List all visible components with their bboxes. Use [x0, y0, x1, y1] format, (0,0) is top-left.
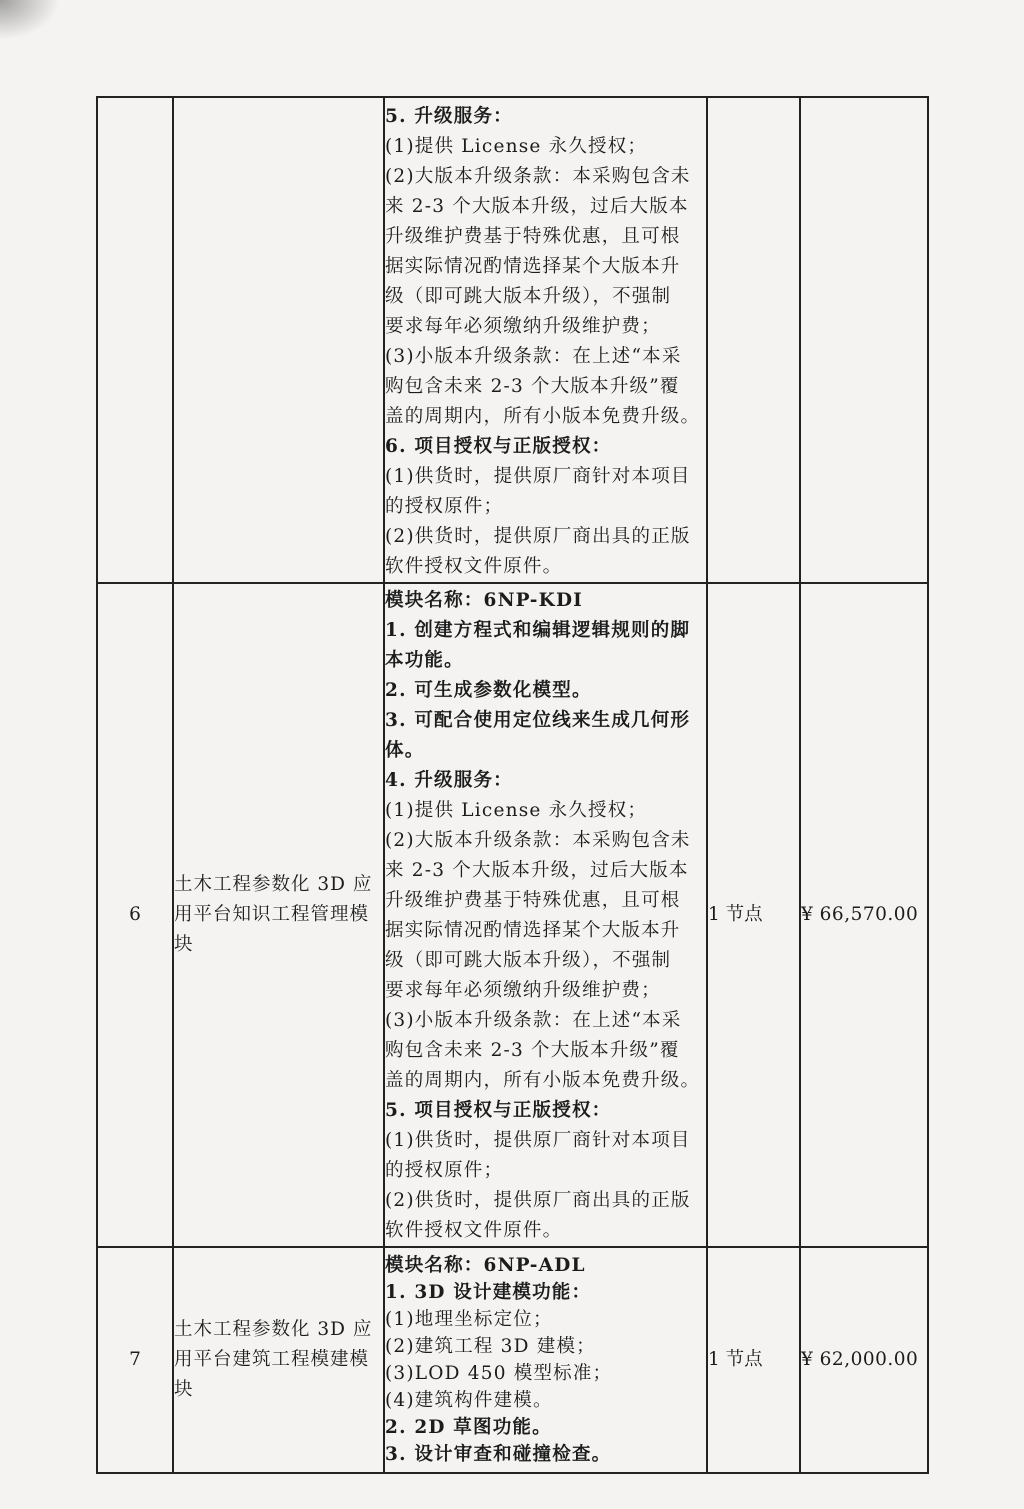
- quantity: 1 节点: [707, 1247, 800, 1473]
- spec-cell: [384, 583, 707, 1247]
- spec-line: 盖的周期内，所有小版本免费升级。: [385, 1070, 701, 1091]
- item-name: [173, 97, 384, 583]
- spec-line: (1)地理坐标定位；: [385, 1309, 553, 1330]
- spec-line: 购包含未来 2-3 个大版本升级”覆: [385, 376, 680, 397]
- spec-line: 的授权原件；: [385, 496, 504, 517]
- spec-line: 来 2-3 个大版本升级，过后大版本: [385, 196, 689, 217]
- spec-line: 2. 可生成参数化模型。: [385, 680, 592, 701]
- spec-line: 软件授权文件原件。: [385, 1220, 563, 1241]
- spec-line: (2)供货时，提供原厂商出具的正版: [385, 1190, 691, 1211]
- spec-line: 级（即可跳大版本升级），不强制: [385, 950, 672, 971]
- spec-line: 2. 2D 草图功能。: [385, 1417, 552, 1438]
- table-row: [97, 1247, 928, 1473]
- quantity: 1 节点: [707, 583, 800, 1247]
- spec-line: (1)供货时，提供原厂商针对本项目: [385, 1130, 691, 1151]
- spec-cell: [384, 97, 707, 583]
- procurement-table: [96, 96, 929, 1474]
- price: [800, 97, 928, 583]
- table-body: [97, 97, 928, 1473]
- item-name: 土木工程参数化 3D 应用平台知识工程管理模块: [173, 583, 384, 1247]
- spec-line: 模块名称：6NP-ADL: [385, 1255, 586, 1276]
- spec-line: 1. 创建方程式和编辑逻辑规则的脚: [385, 620, 691, 641]
- spec-line: 级（即可跳大版本升级），不强制: [385, 286, 672, 307]
- spec-line: (2)大版本升级条款：本采购包含未: [385, 166, 691, 187]
- spec-line: (3)LOD 450 模型标准；: [385, 1363, 613, 1384]
- spec-line: (4)建筑构件建模。: [385, 1390, 553, 1411]
- spec-line: 6. 项目授权与正版授权：: [385, 436, 612, 457]
- spec-line: 升级维护费基于特殊优惠，且可根: [385, 226, 681, 247]
- spec-line: 据实际情况酌情选择某个大版本升: [385, 920, 681, 941]
- spec-line: (1)提供 License 永久授权；: [385, 800, 648, 821]
- row-number: [97, 97, 173, 583]
- spec-line: (1)供货时，提供原厂商针对本项目: [385, 466, 691, 487]
- scan-shadow: [0, 0, 60, 40]
- row-number: 7: [97, 1247, 173, 1473]
- spec-line: (2)大版本升级条款：本采购包含未: [385, 830, 691, 851]
- spec-line: (3)小版本升级条款：在上述“本采: [385, 346, 682, 367]
- spec-cell: [384, 1247, 707, 1473]
- spec-line: 盖的周期内，所有小版本免费升级。: [385, 406, 701, 427]
- spec-line: 体。: [385, 740, 425, 761]
- price: ¥ 66,570.00: [800, 583, 928, 1247]
- table-row: [97, 97, 928, 583]
- price: ¥ 62,000.00: [800, 1247, 928, 1473]
- spec-line: (1)提供 License 永久授权；: [385, 136, 648, 157]
- spec-line: 本功能。: [385, 650, 464, 671]
- spec-line: 软件授权文件原件。: [385, 556, 563, 577]
- spec-line: 升级维护费基于特殊优惠，且可根: [385, 890, 681, 911]
- quantity: [707, 97, 800, 583]
- spec-line: 5. 项目授权与正版授权：: [385, 1100, 612, 1121]
- spec-line: (2)建筑工程 3D 建模；: [385, 1336, 596, 1357]
- spec-line: 4. 升级服务：: [385, 770, 513, 791]
- spec-line: (2)供货时，提供原厂商出具的正版: [385, 526, 691, 547]
- spec-line: 购包含未来 2-3 个大版本升级”覆: [385, 1040, 680, 1061]
- spec-line: (3)小版本升级条款：在上述“本采: [385, 1010, 682, 1031]
- spec-line: 3. 设计审查和碰撞检查。: [385, 1444, 612, 1465]
- spec-line: 据实际情况酌情选择某个大版本升: [385, 256, 681, 277]
- spec-line: 要求每年必须缴纳升级维护费；: [385, 980, 661, 1001]
- spec-line: 1. 3D 设计建模功能：: [385, 1282, 592, 1303]
- spec-line: 模块名称：6NP-KDI: [385, 590, 584, 611]
- table-row: [97, 583, 928, 1247]
- item-name: 土木工程参数化 3D 应用平台建筑工程模建模块: [173, 1247, 384, 1473]
- spec-line: 来 2-3 个大版本升级，过后大版本: [385, 860, 689, 881]
- spec-line: 5. 升级服务：: [385, 106, 513, 127]
- spec-line: 的授权原件；: [385, 1160, 504, 1181]
- spec-line: 要求每年必须缴纳升级维护费；: [385, 316, 661, 337]
- spec-line: 3. 可配合使用定位线来生成几何形: [385, 710, 691, 731]
- row-number: 6: [97, 583, 173, 1247]
